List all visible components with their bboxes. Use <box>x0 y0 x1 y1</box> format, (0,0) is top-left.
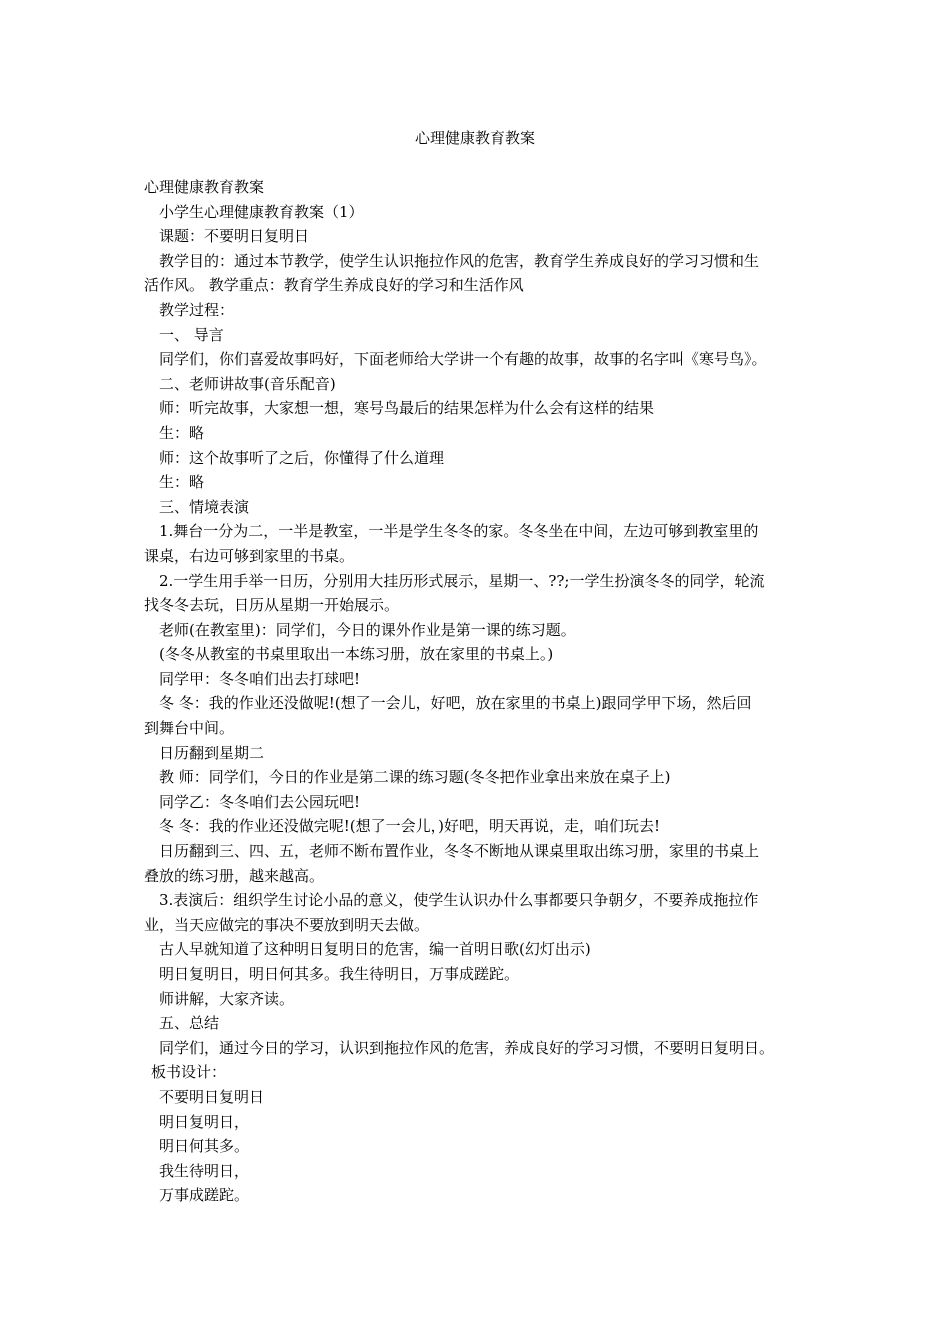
text-line: 教学目的：通过本节教学，使学生认识拖拉作风的危害，教育学生养成良好的学习习惯和生 <box>159 251 760 270</box>
text-line: 心理健康教育教案 <box>144 178 265 196</box>
text-line: 师：听完故事，大家想一想，寒号鸟最后的结果怎样为什么会有这样的结果 <box>159 399 655 418</box>
text-line: 古人早就知道了这种明日复明日的危害，编一首明日歌(幻灯出示) <box>159 940 591 959</box>
text-line: 课题：不要明日复明日 <box>159 227 310 246</box>
text-line: 日历翻到星期二 <box>159 743 265 762</box>
text-line: 找冬冬去玩，日历从星期一开始展示。 <box>144 596 400 615</box>
text-line: 同学甲：冬冬咱们出去打球吧! <box>159 669 361 688</box>
text-line: (冬冬从教室的书桌里取出一本练习册，放在家里的书桌上。) <box>159 645 554 664</box>
text-line: 明日复明日， <box>159 1112 250 1131</box>
text-line: 二、老师讲故事(音乐配音) <box>159 374 336 393</box>
text-line: 叠放的练习册，越来越高。 <box>144 866 325 885</box>
text-line: 小学生心理健康教育教案（1） <box>159 202 364 221</box>
text-line: 生：略 <box>159 423 205 442</box>
text-line: 业，当天应做完的事决不要放到明天去做。 <box>144 915 430 934</box>
text-line: 1.舞台一分为二，一半是教室，一半是学生冬冬的家。冬冬坐在中间，左边可够到教室里的 <box>159 522 759 541</box>
text-line: 老师(在教室里)：同学们，今日的课外作业是第一课的练习题。 <box>159 620 576 639</box>
text-line: 三、情境表演 <box>159 497 250 516</box>
text-line: 万事成蹉跎。 <box>159 1186 250 1205</box>
text-line: 师：这个故事听了之后，你懂得了什么道理 <box>159 448 445 467</box>
text-line: 日历翻到三、四、五，老师不断布置作业，冬冬不断地从课桌里取出练习册，家里的书桌上 <box>159 842 760 861</box>
text-line: 到舞台中间。 <box>144 719 235 738</box>
text-line: 教 师：同学们，今日的作业是第二课的练习题(冬冬把作业拿出来放在桌子上) <box>159 768 671 787</box>
text-line: 同学们，你们喜爱故事吗好，下面老师给大学讲一个有趣的故事，故事的名字叫《寒号鸟》。 <box>159 350 767 369</box>
text-line: 板书设计： <box>151 1063 227 1082</box>
text-line: 生：略 <box>159 473 205 492</box>
document-body <box>144 175 809 1208</box>
text-line: 课桌，右边可够到家里的书桌。 <box>144 546 355 565</box>
text-line: 明日复明日，明日何其多。我生待明日，万事成蹉跎。 <box>159 965 520 983</box>
text-line: 冬 冬：我的作业还没做呢!(想了一会儿，好吧，放在家里的书桌上)跟同学甲下场，然后回 <box>159 694 752 713</box>
text-line: 冬 冬：我的作业还没做完呢!(想了一会儿，)好吧，明天再说，走，咱们玩去! <box>159 817 661 836</box>
text-line: 师讲解，大家齐读。 <box>159 989 295 1008</box>
text-line: 五、总结 <box>159 1014 220 1033</box>
text-line: 2.一学生用手举一日历，分别用大挂历形式展示，星期一、??;一学生扮演冬冬的同学，轮流 <box>159 571 765 590</box>
text-line: 活作风。 教学重点：教育学生养成良好的学习和生活作风 <box>144 276 524 295</box>
text-line: 同学乙：冬冬咱们去公园玩吧! <box>159 792 361 811</box>
text-line: 不要明日复明日 <box>159 1087 265 1106</box>
text-line: 明日何其多。 <box>159 1137 250 1156</box>
text-line: 我生待明日， <box>159 1161 250 1180</box>
text-line: 同学们，通过今日的学习，认识到拖拉作风的危害，养成良好的学习习惯，不要明日复明日。 <box>159 1038 775 1057</box>
text-line: 教学过程： <box>159 300 235 319</box>
text-line: 一、 导言 <box>159 325 224 344</box>
document-title: 心理健康教育教案 <box>414 129 535 147</box>
text-line: 3.表演后：组织学生讨论小品的意义，使学生认识办什么事都要只争朝夕，不要养成拖拉作 <box>159 891 759 910</box>
